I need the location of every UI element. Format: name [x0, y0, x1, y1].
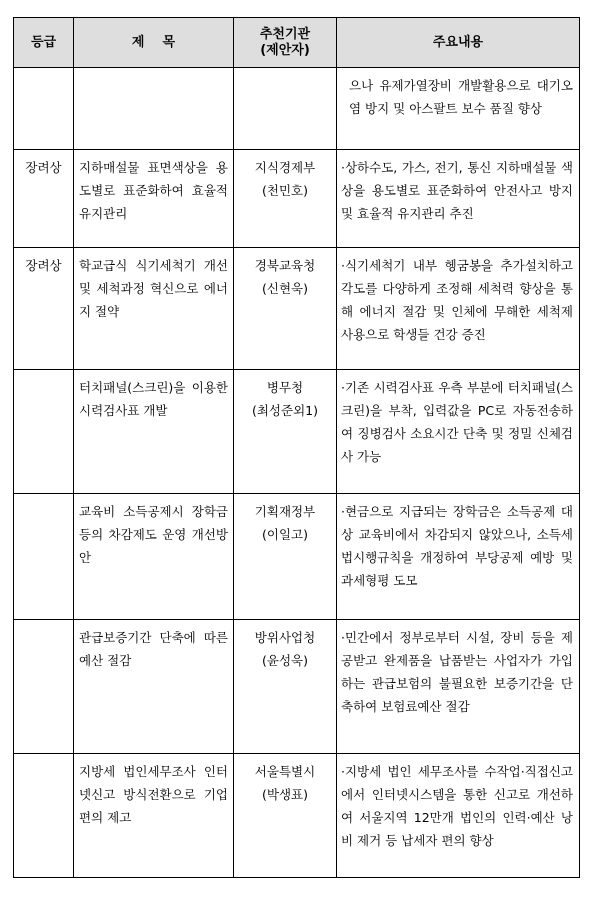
proposal-awards-table — [13, 17, 580, 878]
agency-cell — [234, 150, 337, 248]
proposer-name: (최성준외1) — [251, 403, 318, 418]
agency-cell — [234, 494, 337, 620]
header-content: 주요내용 — [337, 18, 580, 68]
table-row — [14, 370, 580, 494]
table-row — [14, 620, 580, 754]
content-cell: ·상하수도, 가스, 전기, 통신 지하매설물 색상을 용도별로 표준화하여 안전사고 방지 및 효율적 유지관리 추진 — [337, 150, 580, 248]
grade-cell: 장려상 — [14, 248, 74, 370]
content-cell: ·현금으로 지급되는 장학금은 소득공제 대상 교육비에서 차감되지 않았으나, 소득세법시행규칙을 개정하여 부당공제 예방 및 과세형평 도모 — [337, 494, 580, 620]
proposer-name: (신현욱) — [262, 281, 308, 296]
grade-cell: 장려상 — [14, 150, 74, 248]
title-cell: 터치패널(스크린)을 이용한 시력검사표 개발 — [74, 370, 234, 494]
agency-cell — [234, 248, 337, 370]
agency-name: 지식경제부 — [254, 160, 316, 175]
table-body — [14, 68, 580, 878]
title-cell: 교육비 소득공제시 장학금 등의 차감제도 운영 개선방안 — [74, 494, 234, 620]
header-title: 제 목 — [74, 18, 234, 68]
grade-cell — [14, 494, 74, 620]
grade-cell — [14, 620, 74, 754]
title-cell: 지하매설물 표면색상을 용도별로 표준화하여 효율적 유지관리 — [74, 150, 234, 248]
title-cell: 지방세 법인세무조사 인터넷신고 방식전환으로 기업편의 제고 — [74, 754, 234, 878]
content-cell: 으나 유제가열장비 개발활용으로 대기오염 방지 및 아스팔트 보수 품질 향상 — [337, 68, 580, 150]
agency-name: 방위사업청 — [254, 630, 316, 645]
table-row — [14, 494, 580, 620]
grade-cell — [14, 68, 74, 150]
table-header — [14, 18, 580, 68]
agency-cell — [234, 620, 337, 754]
header-agency — [234, 18, 337, 68]
content-cell: ·식기세척기 내부 헹굼봉을 추가설치하고 각도를 다양하게 조정해 세척력 향상을 통해 에너지 절감 및 인체에 무해한 세척제 사용으로 학생들 건강 증진 — [337, 248, 580, 370]
header-agency-line2: (제안자) — [260, 42, 310, 58]
agency-name: 서울특별시 — [254, 764, 316, 779]
table-row — [14, 150, 580, 248]
header-grade: 등급 — [14, 18, 74, 68]
table-row — [14, 68, 580, 150]
proposer-name: (박생표) — [262, 787, 308, 802]
agency-cell — [234, 68, 337, 150]
proposer-name: (윤성욱) — [262, 653, 308, 668]
header-row — [14, 18, 580, 68]
grade-cell — [14, 370, 74, 494]
grade-cell — [14, 754, 74, 878]
content-cell: ·민간에서 정부로부터 시설, 장비 등을 제공받고 완제품을 납품받는 사업자가 가입하는 관급보험의 불필요한 보증기간을 단축하여 보험료예산 절감 — [337, 620, 580, 754]
content-cell: ·기존 시력검사표 우측 부분에 터치패널(스크린)을 부착, 입력값을 PC로 자동전송하여 징병검사 소요시간 단축 및 정밀 신체검사 가능 — [337, 370, 580, 494]
agency-name: 병무청 — [266, 380, 304, 395]
proposer-name: (이일고) — [262, 527, 308, 542]
title-cell: 관급보증기간 단축에 따른 예산 절감 — [74, 620, 234, 754]
title-cell: 학교급식 식기세척기 개선 및 세척과정 혁신으로 에너지 절약 — [74, 248, 234, 370]
proposer-name: (천민호) — [262, 183, 308, 198]
agency-cell — [234, 370, 337, 494]
table-row — [14, 754, 580, 878]
content-cell: ·지방세 법인 세무조사를 수작업·직접신고에서 인터넷시스템을 통한 신고로 개선하여 서울지역 12만개 법인의 인력·예산 낭비 제거 등 납세자 편의 향상 — [337, 754, 580, 878]
agency-cell — [234, 754, 337, 878]
title-cell — [74, 68, 234, 150]
header-agency-line1: 추천기관 — [259, 26, 311, 42]
agency-name: 경북교육청 — [254, 258, 316, 273]
table-row — [14, 248, 580, 370]
agency-name: 기획재정부 — [254, 504, 316, 519]
